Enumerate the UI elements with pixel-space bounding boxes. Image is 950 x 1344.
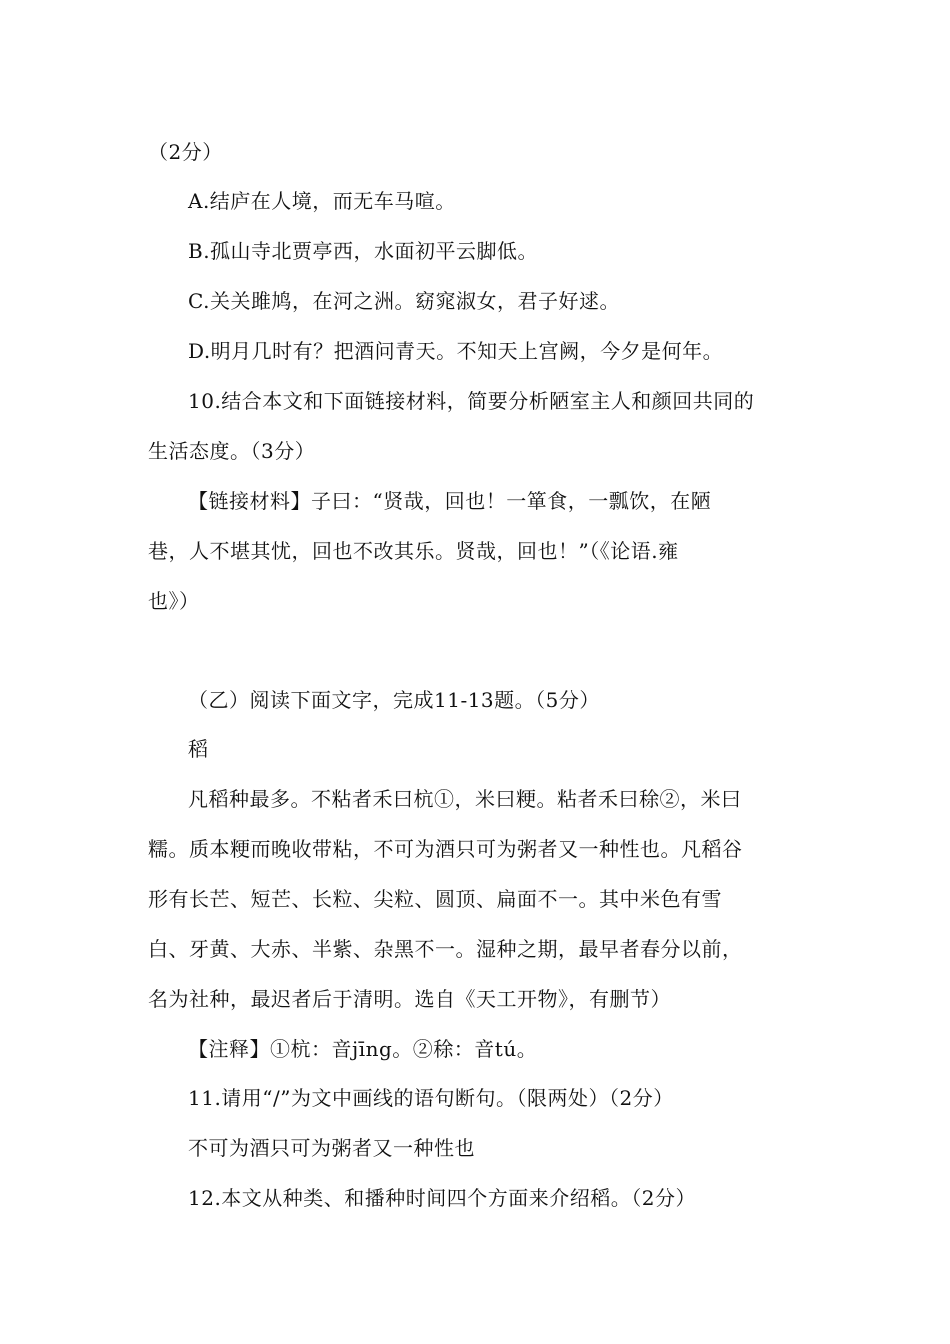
q9-option-d: D.明月几时有？把酒问青天。不知天上宫阙，今夕是何年。 xyxy=(188,339,724,363)
link-material-line-1: 【链接材料】子曰：“贤哉，回也！一箪食，一瓢饮，在陋 xyxy=(188,489,712,513)
passage-title: 稻 xyxy=(188,737,209,761)
q10-line-2: 生活态度。（3分） xyxy=(148,439,316,463)
passage-line-3: 形有长芒、短芒、长粒、尖粒、圆顶、扁面不一。其中米色有雪 xyxy=(148,887,722,911)
q9-option-c: C.关关雎鸠，在河之洲。窈窕淑女，君子好逑。 xyxy=(188,289,620,313)
q9-option-a: A.结庐在人境，而无车马喧。 xyxy=(188,189,456,213)
q9-option-b: B.孤山寺北贾亭西，水面初平云脚低。 xyxy=(188,239,539,263)
passage-line-4: 白、牙黄、大赤、半紫、杂黑不一。湿种之期，最早者春分以前， xyxy=(148,937,743,961)
annotation-note: 【注释】①杭：音jīng。②稌：音tú。 xyxy=(188,1037,538,1061)
link-material-line-2: 巷，人不堪其忧，回也不改其乐。贤哉，回也！”（《论语.雍 xyxy=(148,539,679,563)
passage-line-2: 糯。质本粳而晚收带粘，不可为酒只可为粥者又一种性也。凡稻谷 xyxy=(148,837,743,861)
link-material-line-3: 也》） xyxy=(148,589,200,613)
q10-line-1: 10.结合本文和下面链接材料，简要分析陋室主人和颜回共同的 xyxy=(188,389,755,413)
q11-prompt: 11.请用“/”为文中画线的语句断句。（限两处）（2分） xyxy=(188,1086,674,1110)
q12-prompt: 12.本文从种类、和播种时间四个方面来介绍稻。（2分） xyxy=(188,1186,697,1210)
q11-sentence: 不可为酒只可为粥者又一种性也 xyxy=(188,1136,475,1160)
passage-line-1: 凡稻种最多。不粘者禾曰杭①，米曰粳。粘者禾曰稌②，米曰 xyxy=(188,787,742,811)
q9-score: （2分） xyxy=(148,140,223,164)
section-b-heading: （乙）阅读下面文字，完成11-13题。（5分） xyxy=(188,688,600,712)
passage-line-5: 名为社种，最迟者后于清明。选自《天工开物》，有删节） xyxy=(148,987,671,1011)
